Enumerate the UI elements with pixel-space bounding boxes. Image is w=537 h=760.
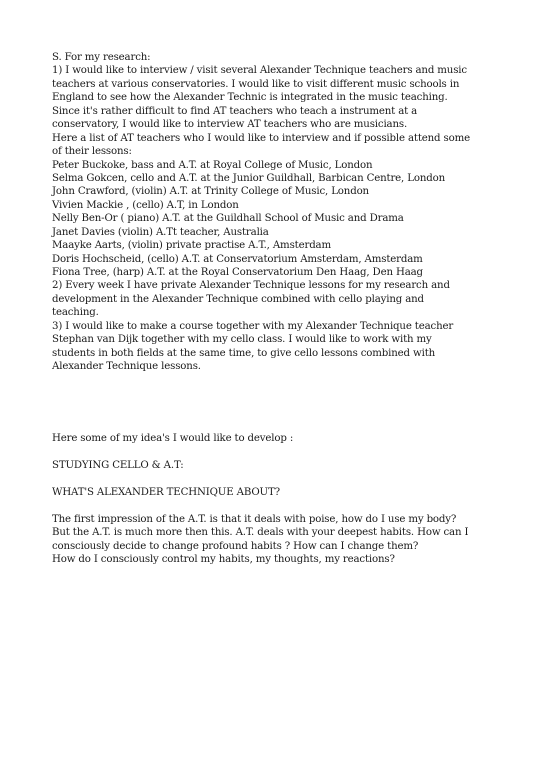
research-line: Stephan van Dijk together with my cello class. I would like to work with my [52, 334, 432, 346]
research-line: Since it's rather difficult to find AT teachers who teach a instrument at a [52, 105, 418, 117]
paragraph-line: But the A.T. is much more then this. A.T. deals with your deepest habits. How can I [52, 527, 469, 539]
research-line: Here a list of AT teachers who I would like to interview and if possible attend some [52, 132, 470, 144]
research-line: 2) Every week I have private Alexander Technique lessons for my research and [52, 280, 450, 292]
blank-line [52, 499, 492, 512]
paragraph-line: The first impression of the A.T. is that it deals with poise, how do I use my body? [52, 513, 457, 525]
blank-line [52, 472, 492, 485]
research-line: development in the Alexander Technique combined with cello playing and [52, 293, 424, 305]
paragraph-line: consciously decide to change profound habits ? How can I change them? [52, 540, 419, 552]
teacher-list-item: Nelly Ben-Or ( piano) A.T. at the Guildhall School of Music and Drama [52, 213, 404, 225]
research-line: of their lessons: [52, 146, 132, 158]
research-line: 3) I would like to make a course together with my Alexander Technique teacher [52, 320, 454, 332]
ideas-intro: Here some of my idea's I would like to develop : [52, 433, 294, 444]
research-heading: S. For my research: [52, 52, 151, 63]
teacher-list-item: John Crawford, (violin) A.T. at Trinity College of Music, London [52, 186, 369, 198]
studying-heading: STUDYING CELLO & A.T: [52, 459, 184, 471]
teacher-list-item: Maayke Aarts, (violin) private practise A.T., Amsterdam [52, 240, 331, 252]
blank-line [52, 445, 492, 458]
about-heading: WHAT'S ALEXANDER TECHNIQUE ABOUT? [52, 486, 280, 498]
research-line: England to see how the Alexander Technic is integrated in the music teaching. [52, 92, 448, 104]
research-section [52, 51, 492, 374]
research-line: teachers at various conservatories. I would like to visit different music schools in [52, 78, 460, 90]
research-line: teaching. [52, 307, 99, 319]
ideas-section [52, 432, 492, 566]
teacher-list-item: Janet Davies (violin) A.Tt teacher, Australia [52, 226, 269, 238]
paragraph-line: How do I consciously control my habits, my thoughts, my reactions? [52, 553, 395, 565]
teacher-list-item: Selma Gokcen, cello and A.T. at the Junior Guildhall, Barbican Centre, London [52, 172, 446, 184]
research-line: conservatory, I would like to interview AT teachers who are musicians. [52, 119, 408, 131]
teacher-list-item: Vivien Mackie , (cello) A.T, in London [52, 199, 239, 211]
teacher-list-item: Peter Buckoke, bass and A.T. at Royal College of Music, London [52, 159, 373, 171]
teacher-list-item: Fiona Tree, (harp) A.T. at the Royal Conservatorium Den Haag, Den Haag [52, 267, 423, 278]
research-line: 1) I would like to interview / visit several Alexander Technique teachers and music [52, 65, 467, 77]
teacher-list-item: Doris Hochscheid, (cello) A.T. at Conservatorium Amsterdam, Amsterdam [52, 253, 423, 265]
research-line: students in both fields at the same time, to give cello lessons combined with [52, 347, 436, 359]
research-line: Alexander Technique lessons. [52, 361, 201, 373]
